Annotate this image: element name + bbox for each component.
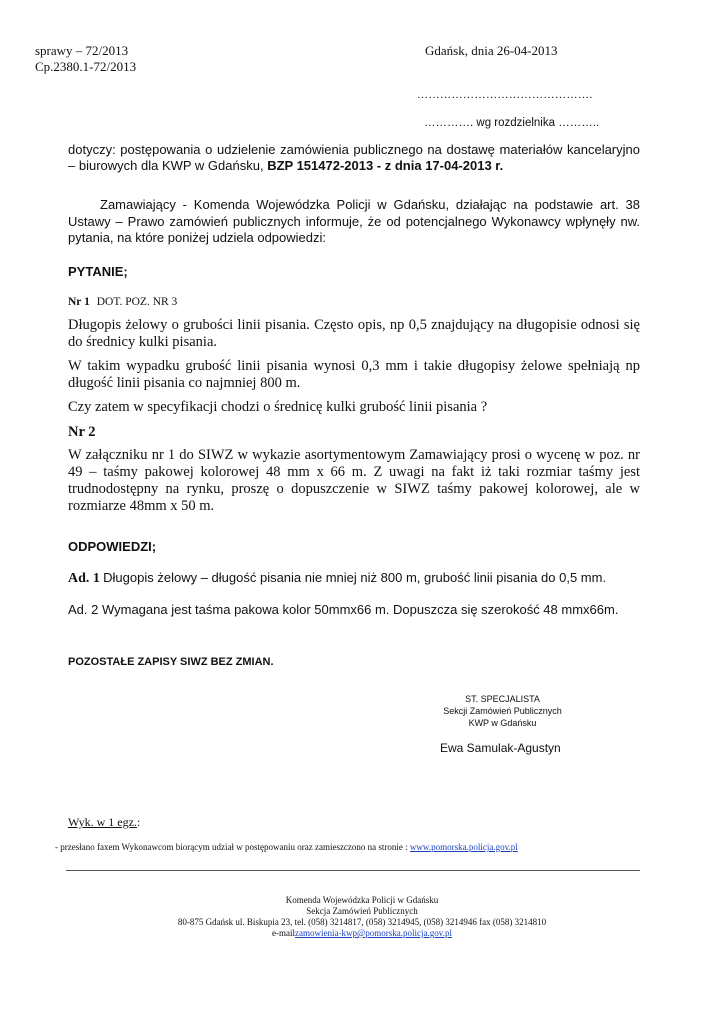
signature-block	[420, 693, 585, 729]
question-1-label: Nr 1	[68, 296, 90, 308]
copies-text: Wyk. w 1 egz.	[68, 815, 137, 829]
footer	[60, 895, 664, 939]
question-1-header	[68, 296, 177, 308]
question-1-ref: DOT. POZ. NR 3	[96, 296, 178, 308]
signature-org: KWP w Gdańsku	[468, 718, 537, 728]
case-reference	[35, 43, 136, 75]
footer-address: 80-875 Gdańsk ul. Biskupia 23, tel. (058) 3214817, (058) 3214945, (058) 3214946 fax (058) 3214810	[177, 917, 547, 927]
copies-note: Wyk. w 1 egz.:	[68, 815, 141, 829]
answer-1	[68, 570, 648, 587]
fax-note-text: - przesłano faxem Wykonawcom biorącym udział w postępowaniu oraz zamieszczono na stronie :	[55, 842, 410, 852]
questions-heading: PYTANIE;	[68, 264, 128, 279]
subject	[68, 142, 640, 174]
question-2-para-1: W załączniku nr 1 do SIWZ w wykazie asortymentowym Zamawiający prosi o wycenę w poz. nr 49 – taśmy pakowej kolorowej 48 mm x 66 m. Z uwagi na fakt iż taki rozmiar taśmy jest trudnodostępny na rynku, proszę o dopuszczenie w SIWZ taśmy pakowej kolorowej, ale w rozmiarze 48mm x 50 m.	[68, 447, 640, 514]
question-2-label: Nr 2	[68, 424, 96, 440]
place-date: Gdańsk, dnia 26-04-2013	[425, 43, 558, 58]
question-1-para-2: W takim wypadku grubość linii pisania wynosi 0,3 mm i takie długopisy żelowe spełniają np długość linii pisania co najmniej 800 m.	[68, 358, 640, 391]
website-link[interactable]: www.pomorska.policja.gov.pl	[409, 842, 518, 852]
footer-unit: Sekcja Zamówień Publicznych	[306, 906, 418, 916]
answer-1-label: Ad. 1	[68, 571, 100, 586]
distribution-note: …………. wg rozdzielnika ………..	[424, 117, 600, 129]
intro-paragraph	[68, 197, 640, 247]
footer-org: Komenda Wojewódzka Policji w Gdańsku	[285, 895, 439, 905]
footer-divider	[66, 870, 640, 871]
answers-heading: ODPOWIEDZI;	[68, 539, 157, 554]
closing-statement: POZOSTAŁE ZAPISY SIWZ BEZ ZMIAN.	[68, 656, 274, 668]
email-link[interactable]: zamowienia-kwp@pomorska.policja.gov.pl	[295, 928, 452, 938]
subject-text: dotyczy: postępowania o udzielenie zamówienia publicznego na dostawę materiałów kancelaryjno – biurowych dla KWP w Gdańsku,	[68, 142, 640, 173]
case-number: sprawy – 72/2013	[35, 43, 129, 58]
fax-note	[55, 842, 518, 852]
recipient-placeholder: ……………………………………….	[417, 89, 593, 101]
signature-name: Ewa Samulak-Agustyn	[440, 741, 561, 755]
answer-2: Ad. 2 Wymagana jest taśma pakowa kolor 50mmx66 m. Dopuszcza się szerokość 48 mmx66m.	[68, 602, 619, 617]
signature-title: ST. SPECJALISTA	[465, 694, 540, 704]
signature-unit: Sekcji Zamówień Publicznych	[443, 706, 562, 716]
answer-1-text: Długopis żelowy – długość pisania nie mniej niż 800 m, grubość linii pisania do 0,5 mm.	[103, 570, 607, 585]
case-signature: Cp.2380.1-72/2013	[35, 59, 137, 74]
bzp-reference: BZP 151472-2013 - z dnia 17-04-2013 r.	[267, 158, 504, 173]
intro-text: Zamawiający - Komenda Wojewódzka Policji w Gdańsku, działając na podstawie art. 38 Ustawy – Prawo zamówień publicznych informuje, że od potencjalnego Wykonawcy wpłynęły nw. pytania, na które poniżej udziela odpowiedzi:	[68, 197, 640, 245]
question-1-para-1: Długopis żelowy o grubości linii pisania. Często opis, np 0,5 znajdujący na długopisie odnosi się do średnicy kulki pisania.	[68, 317, 640, 350]
question-1-para-3: Czy zatem w specyfikacji chodzi o średnicę kulki grubość linii pisania ?	[68, 399, 488, 415]
footer-email-line: e-mailzamowienia-kwp@pomorska.policja.gov.pl	[272, 928, 452, 938]
